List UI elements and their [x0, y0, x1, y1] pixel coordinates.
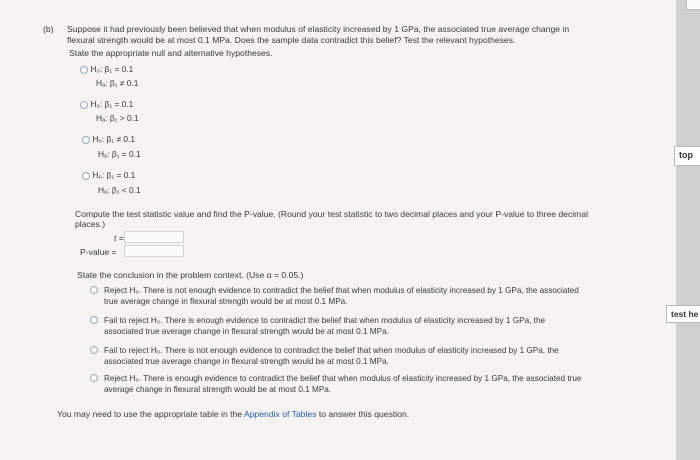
hypothesis-alt: Hₐ: β₁ ≠ 0.1: [96, 78, 139, 88]
question-text-line2: flexural strength would be at most 0.1 MPa. Does the sample data contradict this belief? Test the relevant hypotheses.: [67, 35, 516, 45]
radio-button[interactable]: [90, 346, 98, 354]
question-text-line1: Suppose it had previously been believed that when modulus of elasticity increased by 1 GPa, the associated true average change in: [67, 24, 570, 34]
appendix-note-suffix: to answer this question.: [316, 409, 410, 419]
radio-button[interactable]: [90, 316, 98, 324]
radio-button[interactable]: [82, 136, 90, 144]
conclusion-option-1[interactable]: [104, 285, 634, 307]
conclusion-text-line1: Reject H₀. There is not enough evidence to contradict the belief that when modulus of elasticity increased by 1 GPa, the associated: [104, 286, 579, 295]
hypothesis-option-2[interactable]: [80, 99, 133, 109]
appendix-note-prefix: You may need to use the appropriate table in the: [57, 409, 244, 419]
conclusion-text-line2: associated true average change in flexural strength would be at most 0.1 MPa.: [104, 357, 389, 366]
hypothesis-option-3[interactable]: [82, 134, 135, 144]
hypothesis-option-1[interactable]: [80, 64, 133, 74]
conclusion-text-line2: associated true average change in flexural strength would be at most 0.1 MPa.: [104, 327, 389, 336]
hypothesis-alt: Hₐ: β₁ = 0.1: [98, 149, 141, 159]
radio-button[interactable]: [90, 286, 98, 294]
t-label: t =: [114, 233, 124, 243]
conclusion-option-4[interactable]: [104, 373, 634, 395]
hypothesis-null: H₀: β₁ = 0.1: [90, 99, 134, 109]
compute-prompt-line1: Compute the test statistic value and find the P-value. (Round your test statistic to two decimal places and your P-value to three decimal: [75, 209, 589, 219]
radio-button[interactable]: [82, 172, 90, 180]
right-gutter: [676, 0, 700, 460]
conclusion-prompt: State the conclusion in the problem context. (Use α = 0.05.): [77, 270, 304, 280]
hypothesis-option-4[interactable]: [82, 170, 135, 180]
radio-button[interactable]: [90, 374, 98, 382]
conclusion-text-line2: true average change in flexural strength would be at most 0.1 MPa.: [104, 297, 348, 306]
part-label: (b): [43, 24, 54, 34]
conclusion-text-line1: Fail to reject H₀. There is enough evidence to contradict the belief that when modulus of elasticity increased by 1 GPa, the: [104, 316, 546, 325]
hypothesis-null: H₀: β₁ = 0.1: [90, 64, 134, 74]
hypotheses-prompt: State the appropriate null and alternative hypotheses.: [69, 48, 273, 58]
hypothesis-null: H₀: β₁ = 0.1: [92, 170, 136, 180]
radio-button[interactable]: [80, 101, 88, 109]
p-value-label: P-value =: [80, 247, 117, 257]
corner-tab[interactable]: [686, 0, 700, 10]
conclusion-text-line1: Reject H₀. There is enough evidence to contradict the belief that when modulus of elasticity increased by 1 GPa, the associated true: [104, 374, 582, 383]
radio-button[interactable]: [80, 66, 88, 74]
hypothesis-alt: Hₐ: β₁ < 0.1: [98, 185, 141, 195]
conclusion-text-line2: average change in flexural strength would be at most 0.1 MPa.: [104, 385, 332, 394]
appendix-link[interactable]: Appendix of Tables: [243, 409, 317, 419]
conclusion-option-3[interactable]: [104, 345, 634, 367]
t-stat-input[interactable]: [124, 231, 184, 243]
p-value-input[interactable]: [124, 245, 184, 257]
hypothesis-alt: Hₐ: β₁ > 0.1: [96, 113, 139, 123]
compute-prompt-line2: places.): [75, 219, 106, 229]
hypothesis-null: H₀: β₁ ≠ 0.1: [92, 134, 136, 144]
conclusion-option-2[interactable]: [104, 315, 634, 337]
conclusion-text-line1: Fail to reject H₀. There is not enough evidence to contradict the belief that when modulus of elasticity increased by 1 GPa, the: [104, 346, 559, 355]
test-help-tab[interactable]: test he: [666, 305, 700, 323]
top-tab[interactable]: top: [674, 146, 700, 166]
appendix-note: [57, 409, 409, 419]
